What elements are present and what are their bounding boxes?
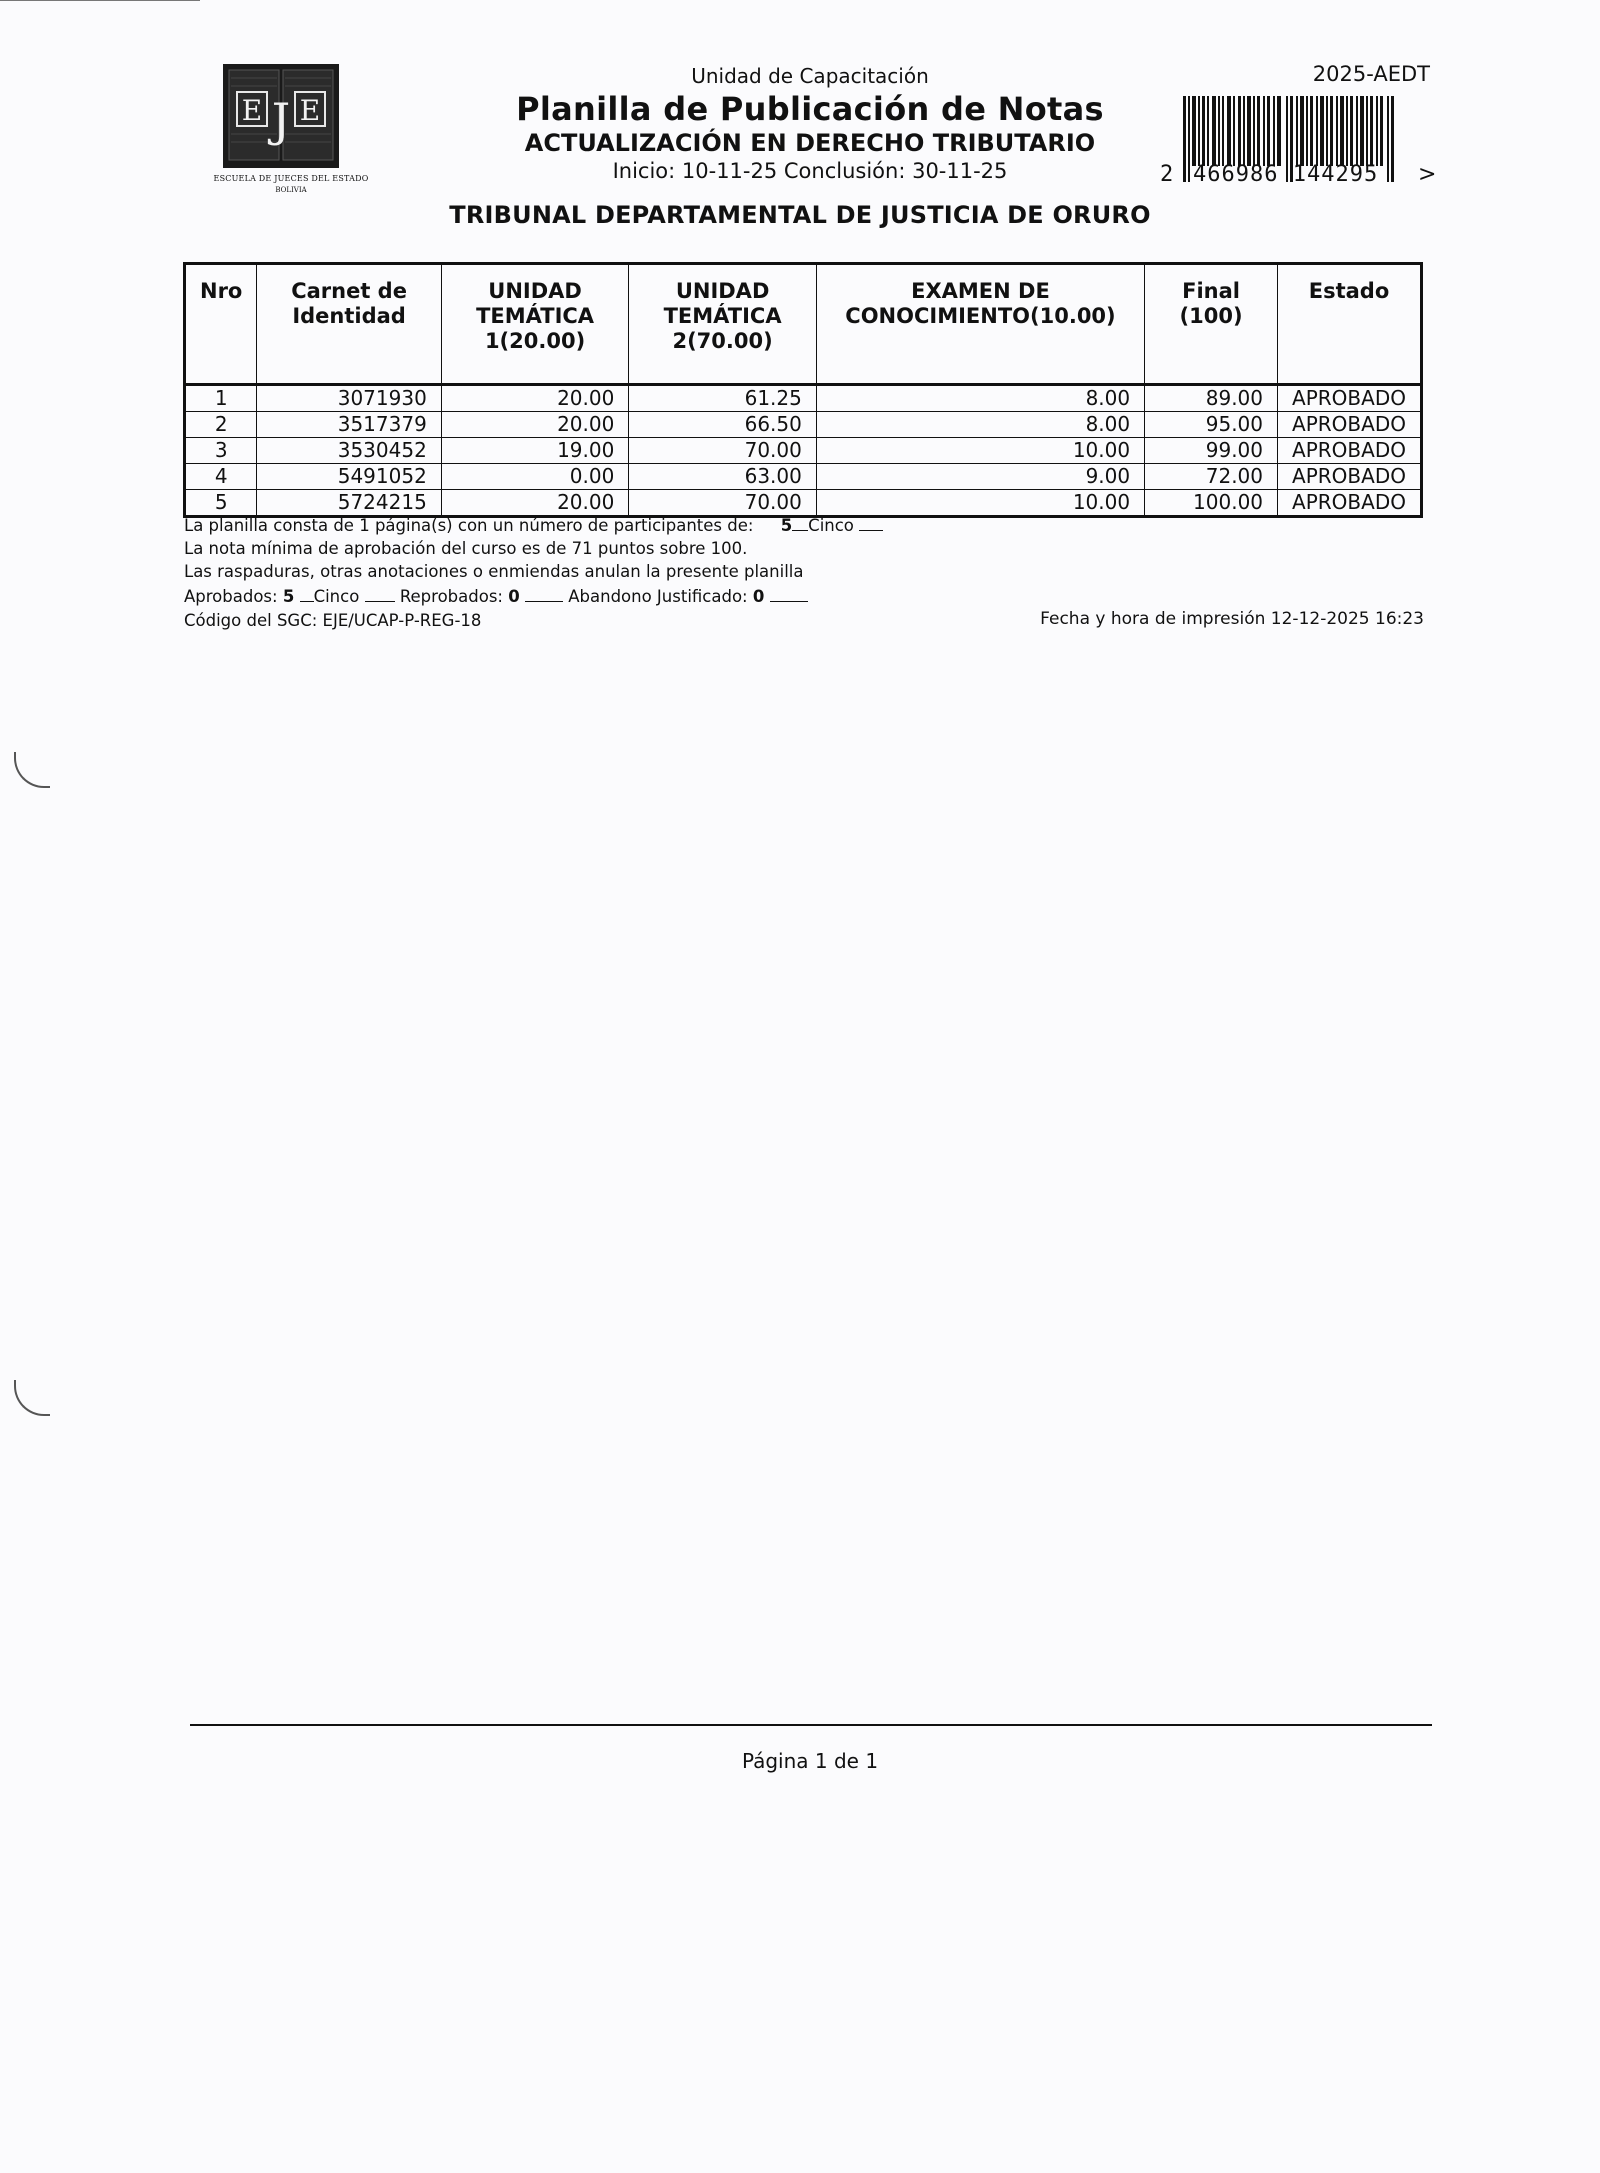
min-grade-note: La nota mínima de aprobación del curso es de 71 puntos sobre 100. [184,539,748,558]
course-dates: Inicio: 10-11-25 Conclusión: 30-11-25 [612,159,1008,183]
cell-unidad-2: 63.00 [629,464,817,490]
participants-word: Cinco [808,516,854,535]
tribunal-name: TRIBUNAL DEPARTAMENTAL DE JUSTICIA DE ORURO [449,201,1151,229]
cell-estado: APROBADO [1278,438,1422,464]
course-name: ACTUALIZACIÓN EN DERECHO TRIBUTARIO [524,129,1096,157]
cell-examen: 10.00 [816,438,1144,464]
table-row [185,438,1422,464]
page-title: Planilla de Publicación de Notas [516,90,1104,128]
col-header-estado: Estado [1278,264,1422,385]
reprobados-label: Reprobados: [399,587,503,606]
binder-hole-mark [14,752,50,788]
cell-unidad-2: 70.00 [629,490,817,517]
barcode-number: 466986 144295 [1193,162,1379,187]
abandono-number: 0 [752,587,765,606]
col-header-carnet: Carnet de Identidad [257,264,441,385]
barcode-prefix: 2 [1160,162,1174,187]
svg-text:E: E [241,94,263,127]
print-datetime: Fecha y hora de impresión 12-12-2025 16:23 [1040,609,1424,629]
aprobados-label: Aprobados: [184,587,278,606]
cell-estado: APROBADO [1278,412,1422,438]
cell-estado: APROBADO [1278,490,1422,517]
cell-examen: 8.00 [816,385,1144,412]
col-header-nro: Nro [185,264,257,385]
cell-final: 100.00 [1145,490,1278,517]
table-row [185,490,1422,517]
page-number: Página 1 de 1 [741,1749,879,1773]
cell-nro: 5 [185,490,257,517]
cell-final: 95.00 [1145,412,1278,438]
cell-unidad-1: 19.00 [441,438,629,464]
binder-hole-mark [14,1380,50,1416]
cell-estado: APROBADO [1278,385,1422,412]
pages-text: La planilla consta de 1 página(s) con un número de participantes de: [184,516,754,535]
cell-nro: 3 [185,438,257,464]
book-emblem-icon [223,64,339,168]
aprobados-number: 5 [282,587,295,606]
cell-final: 72.00 [1145,464,1278,490]
cell-unidad-2: 70.00 [629,438,817,464]
cell-carnet: 5491052 [257,464,441,490]
col-header-unidad-1: UNIDAD TEMÁTICA 1(20.00) [441,264,629,385]
cell-unidad-2: 61.25 [629,385,817,412]
cell-carnet: 5724215 [257,490,441,517]
table-header-row [185,264,1422,385]
cell-estado: APROBADO [1278,464,1422,490]
cell-examen: 8.00 [816,412,1144,438]
table-row [185,464,1422,490]
participants-note [184,516,883,535]
cell-examen: 10.00 [816,490,1144,517]
cell-carnet: 3071930 [257,385,441,412]
footer-divider [190,1724,1432,1726]
table-row [185,385,1422,412]
svg-text:J: J [271,93,291,147]
logo-subcaption: BOLIVIA [275,186,307,194]
scan-edge-line [0,0,200,1]
aprobados-word: Cinco [313,587,360,606]
cell-unidad-2: 66.50 [629,412,817,438]
cell-nro: 4 [185,464,257,490]
cell-unidad-1: 20.00 [441,385,629,412]
cell-carnet: 3530452 [257,438,441,464]
col-header-unidad-2: UNIDAD TEMÁTICA 2(70.00) [629,264,817,385]
cell-final: 89.00 [1145,385,1278,412]
abandono-label: Abandono Justificado: [568,587,748,606]
institution-logo [203,62,379,200]
cell-final: 99.00 [1145,438,1278,464]
barcode-arrow: > [1418,162,1437,187]
cell-nro: 2 [185,412,257,438]
table-row [185,412,1422,438]
grades-table [183,262,1423,518]
svg-text:E: E [299,94,321,127]
raspaduras-note: Las raspaduras, otras anotaciones o enmiendas anulan la presente planilla [184,562,804,581]
cell-carnet: 3517379 [257,412,441,438]
reprobados-number: 0 [508,587,520,606]
cell-nro: 1 [185,385,257,412]
cell-examen: 9.00 [816,464,1144,490]
logo-caption: ESCUELA DE JUECES DEL ESTADO [213,174,369,183]
col-header-examen: EXAMEN DE CONOCIMIENTO(10.00) [816,264,1144,385]
document-code: 2025-AEDT [1312,62,1430,86]
sgc-code: Código del SGC: EJE/UCAP-P-REG-18 [184,611,482,630]
summary-note [184,587,808,606]
col-header-final: Final (100) [1145,264,1278,385]
cell-unidad-1: 20.00 [441,412,629,438]
cell-unidad-1: 0.00 [441,464,629,490]
cell-unidad-1: 20.00 [441,490,629,517]
participants-number: 5 [780,516,793,535]
unit-name: Unidad de Capacitación [691,64,929,88]
